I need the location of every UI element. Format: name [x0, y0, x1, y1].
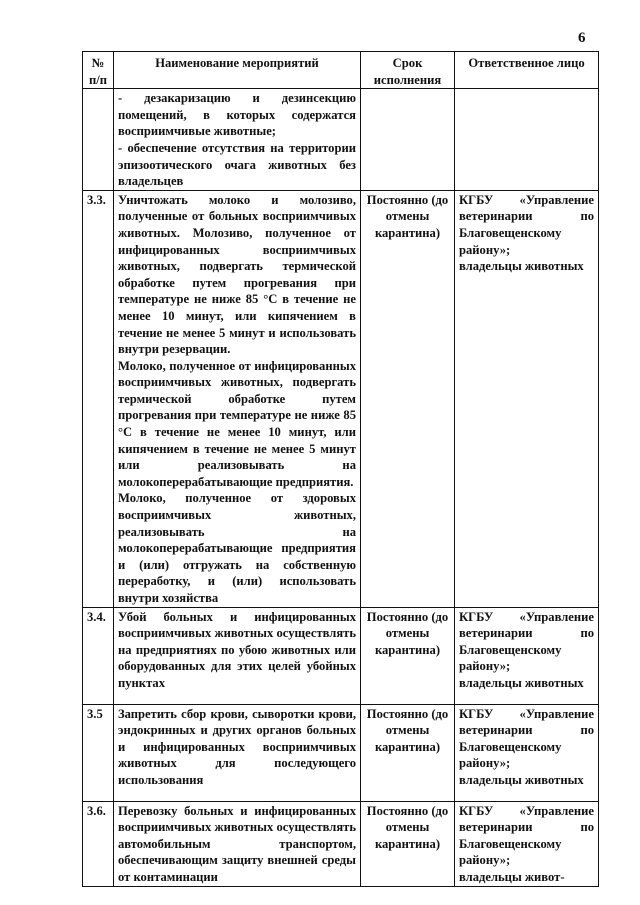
table-header-row [83, 52, 599, 89]
responsible-person [455, 704, 599, 801]
responsible-line: КГБУ «Управление ветеринарии по Благовещенскому району»; [459, 803, 594, 868]
execution-term: Постоянно (до отмены карантина) [361, 704, 455, 801]
measure-paragraph: - обеспечение отсутствия на территории эпизоотического очага животных без владельцев [118, 140, 356, 189]
measure-paragraph: Запретить сбор крови, сыворотки крови, эндокринных и других органов больных и инфицированных восприимчивых животных для последующего использования [118, 706, 356, 787]
measure-text [114, 704, 361, 801]
responsible-line: владельцы животных [459, 675, 584, 690]
execution-term: Постоянно (до отмены карантина) [361, 607, 455, 704]
responsible-person [455, 190, 599, 607]
measure-paragraph: Уничтожать молоко и молозиво, полученные от больных восприимчивых животных. Молозиво, полученное от инфицированных восприимчивых животных, подвергать термической обработке путем прогревания при температуре не ниже 85 °С в течение не менее 10 минут, или кипячением в течение не менее 5 минут и использовать внутри резервации. [118, 192, 356, 357]
measure-paragraph: Молоко, полученное от инфицированных восприимчивых животных, подвергать термической обработке путем прогревания при температуре не ниже 85 °С в течение не менее 10 минут, или кипячением в течение не менее 5 минут или реализовывать на молокоперерабатывающие предприятия. [118, 358, 356, 489]
header-num: № п/п [83, 52, 114, 89]
measures-table [82, 51, 599, 887]
responsible-person [455, 89, 599, 191]
row-number: 3.5 [83, 704, 114, 801]
responsible-line: владельцы животных [459, 259, 584, 274]
table-row [83, 89, 599, 191]
measure-paragraph: - дезакаризацию и дезинсекцию помещений, в которых содержатся восприимчивые животные; [118, 91, 356, 139]
measure-text [114, 190, 361, 607]
row-number [83, 89, 114, 191]
row-number: 3.4. [83, 607, 114, 704]
header-term: Срок исполнения [361, 52, 455, 89]
measure-text [114, 607, 361, 704]
header-resp: Ответственное лицо [455, 52, 599, 89]
responsible-line: владельцы животных [459, 772, 584, 787]
responsible-line: КГБУ «Управление ветеринарии по Благовещенскому району»; [459, 706, 594, 771]
responsible-person [455, 801, 599, 886]
measure-paragraph: Убой больных и инфицированных восприимчивых животных осуществлять на предприятиях по убою животных или оборудованных для этих целей убойных пунктах [118, 609, 356, 690]
measure-paragraph: Молоко, полученное от здоровых восприимчивых животных, реализовывать на молокоперерабатывающие предприятия и (или) отгружать на собственную переработку, и (или) использовать внутри хозяйства [118, 491, 356, 605]
execution-term [361, 89, 455, 191]
table-row [83, 190, 599, 607]
table-row [83, 607, 599, 704]
responsible-line: КГБУ «Управление ветеринарии по Благовещенскому району»; [459, 609, 594, 674]
responsible-line: КГБУ «Управление ветеринарии по Благовещенскому району»; [459, 192, 594, 257]
row-number: 3.3. [83, 190, 114, 607]
table-row [83, 704, 599, 801]
table-row [83, 801, 599, 886]
execution-term: Постоянно (до отмены карантина) [361, 190, 455, 607]
execution-term: Постоянно (до отмены карантина) [361, 801, 455, 886]
responsible-line: владельцы живот- [459, 869, 565, 884]
row-number: 3.6. [83, 801, 114, 886]
measure-paragraph: Перевозку больных и инфицированных восприимчивых животных осуществлять автомобильным транспортом, обеспечивающим защиту внешней среды от контаминации [118, 803, 356, 884]
responsible-person [455, 607, 599, 704]
measure-text [114, 89, 361, 191]
measure-text [114, 801, 361, 886]
header-name: Наименование мероприятий [114, 52, 361, 89]
page-number: 6 [578, 30, 586, 46]
